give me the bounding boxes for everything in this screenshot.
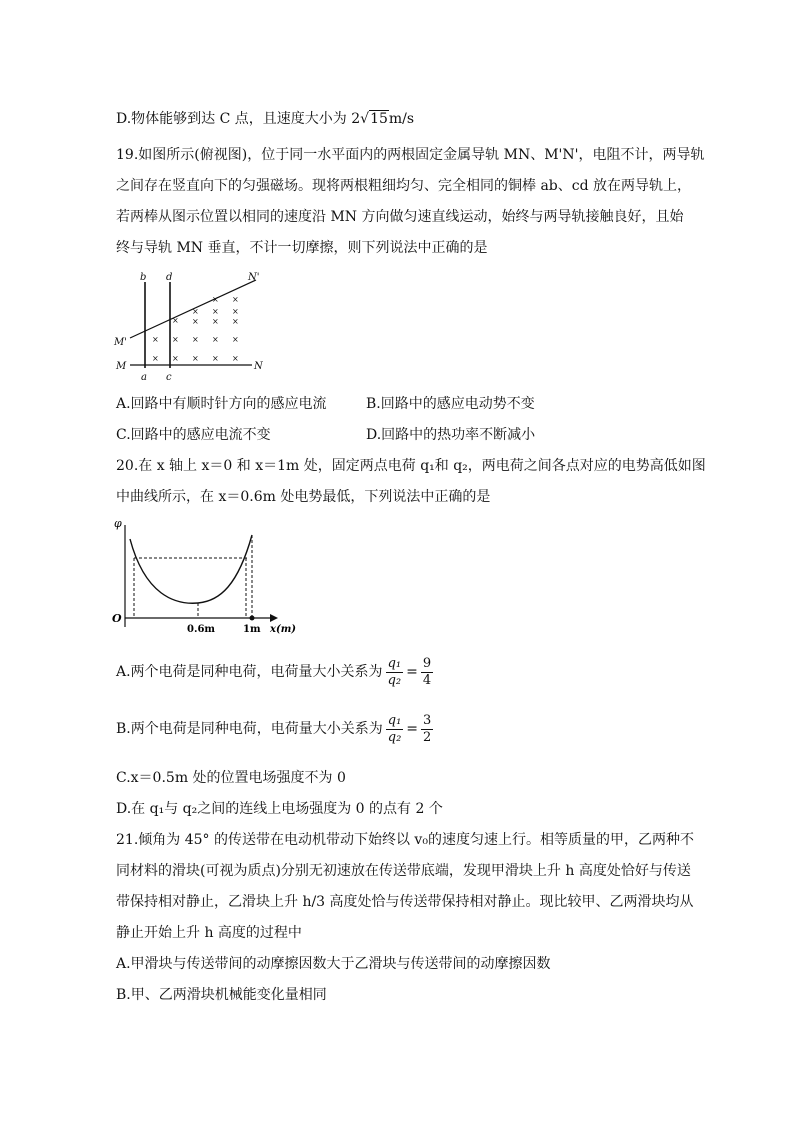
q21-stem-line-1: 21.倾角为 45° 的传送带在电动机带动下始终以 v₀的速度匀速上行。相等质量的甲，乙两种不 <box>116 832 694 848</box>
q20-option-a-value: $\frac{9}{4}$ <box>422 655 432 688</box>
svg-text:×: × <box>212 317 219 326</box>
label-n-prime: N' <box>248 272 260 283</box>
q21-option-b: B.甲、乙两滑块机械能变化量相同 <box>116 987 327 1003</box>
svg-text:×: × <box>192 317 199 326</box>
svg-text:×: × <box>212 335 219 344</box>
q20-option-a-ratio: $\frac{\text{q₁}}{\text{q₂}}$ <box>387 655 402 688</box>
svg-text:×: × <box>212 307 219 316</box>
q20-stem-line-1: 20.在 x 轴上 x＝0 和 x＝1m 处，固定两点电荷 q₁和 q₂，两电荷之间各点对应的电势高低如图 <box>116 458 706 474</box>
q20-option-c: C.x＝0.5m 处的位置电场强度不为 0 <box>116 770 346 786</box>
q18-option-d-text: D.物体能够到达 C 点，且速度大小为 2 <box>116 111 361 127</box>
q18-option-d-unit: m/s <box>388 111 415 127</box>
svg-text:×: × <box>232 354 239 363</box>
x-tick-1m: 1m <box>243 624 261 635</box>
svg-text:×: × <box>172 354 179 363</box>
q20-option-b-equals: = <box>406 721 419 737</box>
q21-stem-line-3: 带保持相对静止，乙滑块上升 h/3 高度处恰与传送带保持相对静止。现比较甲、乙两滑块均从 <box>116 894 694 910</box>
origin-label: O <box>112 612 122 625</box>
q20-option-a-text: A.两个电荷是同种电荷，电荷量大小关系为 <box>116 664 383 680</box>
svg-text:×: × <box>192 354 199 363</box>
q20-option-b-text: B.两个电荷是同种电荷，电荷量大小关系为 <box>116 721 383 737</box>
label-a: a <box>141 372 147 383</box>
label-d: d <box>166 272 173 283</box>
label-m-prime: M' <box>114 337 127 348</box>
svg-text:×: × <box>232 295 239 304</box>
sqrt-radicand: 15 <box>370 111 388 127</box>
svg-text:×: × <box>212 354 219 363</box>
svg-text:×: × <box>192 307 199 316</box>
q20-option-b-value: $\frac{3}{2}$ <box>423 712 432 745</box>
q19-option-a: A.回路中有顺时针方向的感应电流 <box>116 396 327 412</box>
charge-q2-point <box>250 616 255 621</box>
q21-option-a: A.甲滑块与传送带间的动摩擦因数大于乙滑块与传送带间的动摩擦因数 <box>116 956 551 972</box>
q20-option-a-equals: = <box>406 664 418 680</box>
q21-stem-line-4: 静止开始上升 h 高度的过程中 <box>116 925 302 941</box>
q21-stem-line-2: 同材料的滑块(可视为质点)分别无初速放在传送带底端，发现甲滑块上升 h 高度处恰好与传送 <box>116 863 691 879</box>
q20-potential-graph <box>110 515 310 640</box>
q19-rail-diagram <box>110 262 270 387</box>
y-axis-label: φ <box>114 517 122 530</box>
q20-option-a <box>116 650 436 694</box>
q19-option-d: D.回路中的热功率不断减小 <box>366 427 536 443</box>
q20-option-d: D.在 q₁与 q₂之间的连线上电场强度为 0 的点有 2 个 <box>116 801 443 817</box>
q20-option-b-ratio: $\frac{\text{q₁}}{\text{q₂}}$ <box>387 712 402 745</box>
svg-text:×: × <box>232 335 239 344</box>
label-b: b <box>140 272 147 283</box>
q19-stem-line-2: 之间存在竖直向下的匀强磁场。现将两根粗细均匀、完全相同的铜棒 ab、cd 放在两导轨上， <box>116 178 692 194</box>
x-axis-label: x(m) <box>270 624 297 635</box>
x-tick-0-6m: 0.6m <box>187 624 215 635</box>
label-c: c <box>166 372 172 383</box>
svg-text:×: × <box>212 295 219 304</box>
q19-stem-line-1: 19.如图所示(俯视图)，位于同一水平面内的两根固定金属导轨 MN、M'N'，电阻不计，两导轨 <box>116 147 705 163</box>
svg-text:×: × <box>152 335 159 344</box>
q20-stem-line-2: 中曲线所示，在 x＝0.6m 处电势最低，下列说法中正确的是 <box>116 489 491 505</box>
x-axis-arrow <box>270 614 278 622</box>
q20-option-b <box>116 707 436 751</box>
svg-text:×: × <box>152 354 159 363</box>
label-m: M <box>116 361 127 372</box>
svg-text:×: × <box>232 307 239 316</box>
q19-option-c: C.回路中的感应电流不变 <box>116 427 271 443</box>
magnetic-field-crosses <box>152 295 239 363</box>
q19-option-b: B.回路中的感应电动势不变 <box>366 396 535 412</box>
q19-stem-line-3: 若两棒从图示位置以相同的速度沿 MN 方向做匀速直线运动，始终与两导轨接触良好，且始 <box>116 209 684 225</box>
sqrt-symbol: √15 <box>360 111 388 127</box>
q19-stem-line-4: 终与导轨 MN 垂直，不计一切摩擦，则下列说法中正确的是 <box>116 240 488 256</box>
q18-option-d <box>116 109 414 129</box>
potential-curve <box>130 535 252 603</box>
svg-text:×: × <box>232 317 239 326</box>
svg-text:×: × <box>172 316 179 325</box>
label-n: N <box>254 361 263 372</box>
svg-text:×: × <box>192 335 199 344</box>
svg-text:×: × <box>172 335 179 344</box>
